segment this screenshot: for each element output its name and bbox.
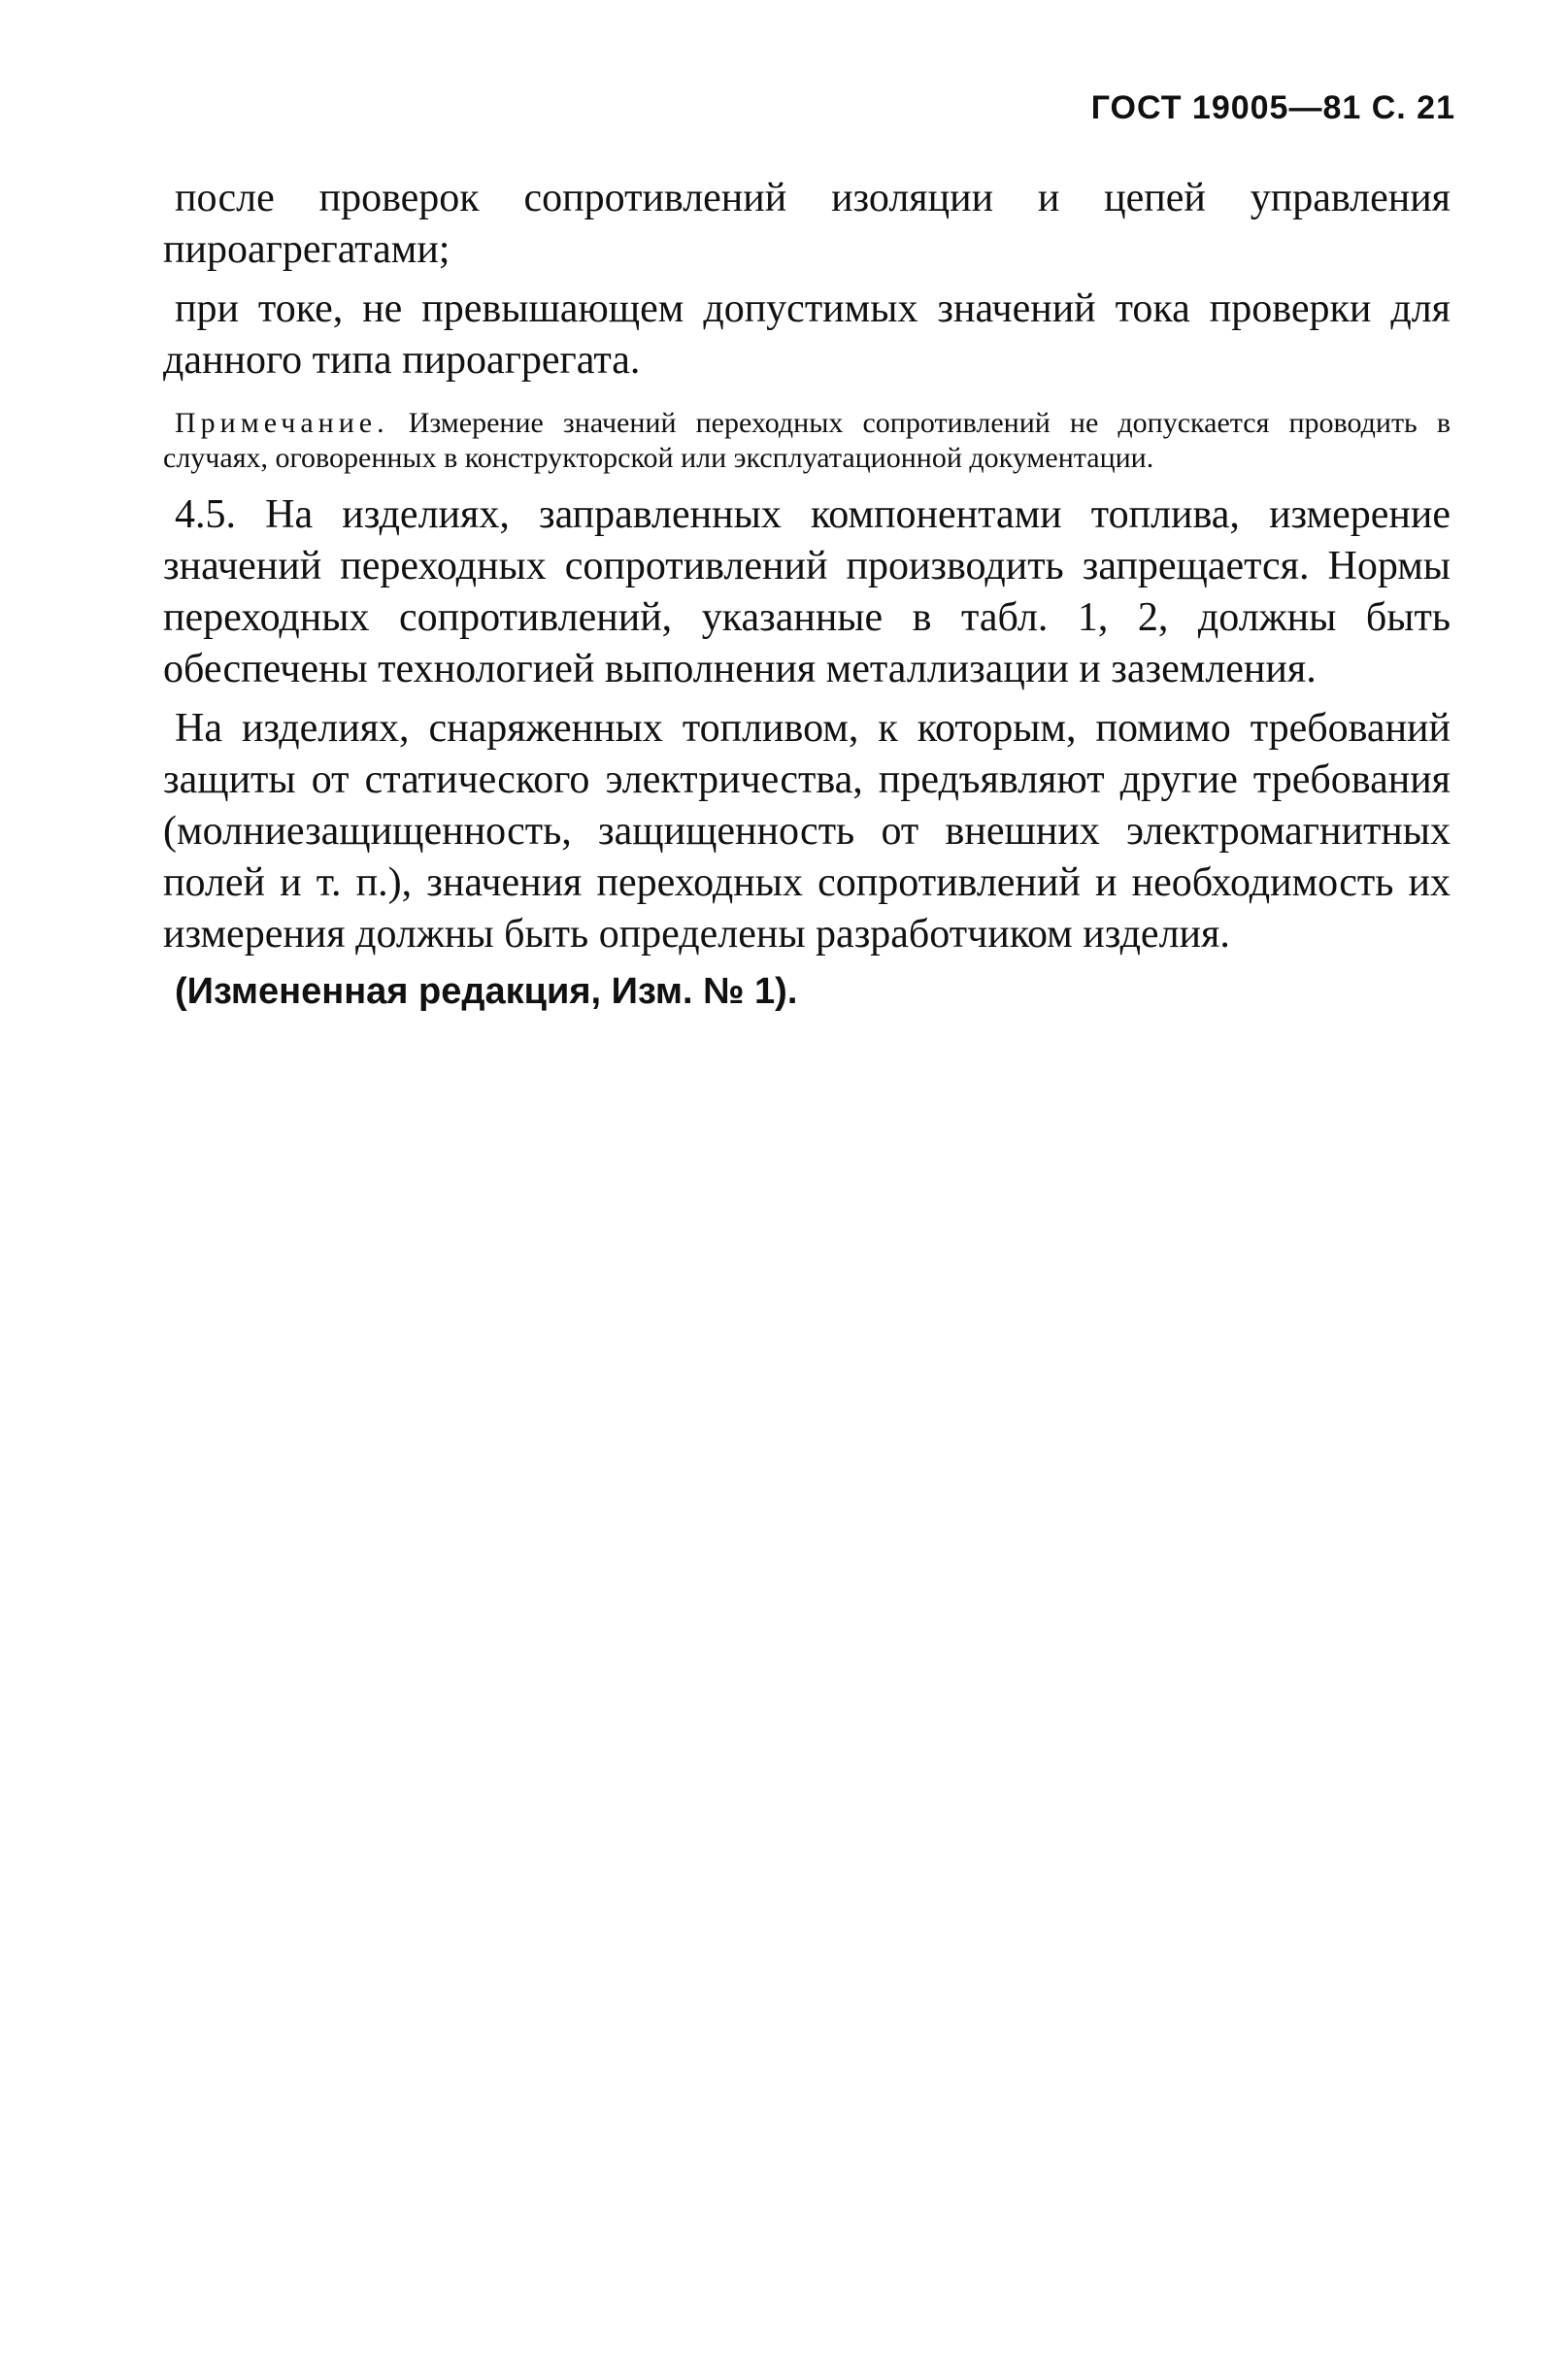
- note-text: Измерение значений переходных сопротивлений не допускается проводить в случаях, оговоренных в конструкторской или эксплуатационной документации.: [163, 407, 1451, 474]
- paragraph-4-5: 4.5. На изделиях, заправленных компонентами топлива, измерение значений переходных сопротивлений производить запрещается. Нормы переходных сопротивлений, указанные в табл. 1, 2, должны быть обеспечены технологией выполнения металлизации и заземления.: [163, 492, 1451, 691]
- note-block: [163, 406, 1451, 476]
- paragraph-fueled-products: На изделиях, снаряженных топливом, к которым, помимо требований защиты от статического электричества, предъявляют другие требования (молниезащищенность, защищенность от внешних электромагнитных полей и т. п.), значения переходных сопротивлений и необходимость их измерения должны быть определены разработчиком изделия.: [163, 706, 1451, 957]
- amendment-note: (Измененная редакция, Изм. № 1).: [175, 971, 798, 1012]
- note-label: Примечание.: [175, 407, 389, 439]
- paragraph-insulation-check: после проверок сопротивлений изоляции и цепей управления пироагрегатами;: [163, 176, 1451, 272]
- document-body: [163, 173, 1451, 1018]
- paragraph-current-limit: при токе, не превышающем допустимых значений тока проверки для данного типа пироагрегата.: [163, 286, 1451, 383]
- page-header: ГОСТ 19005—81 С. 21: [1090, 89, 1455, 126]
